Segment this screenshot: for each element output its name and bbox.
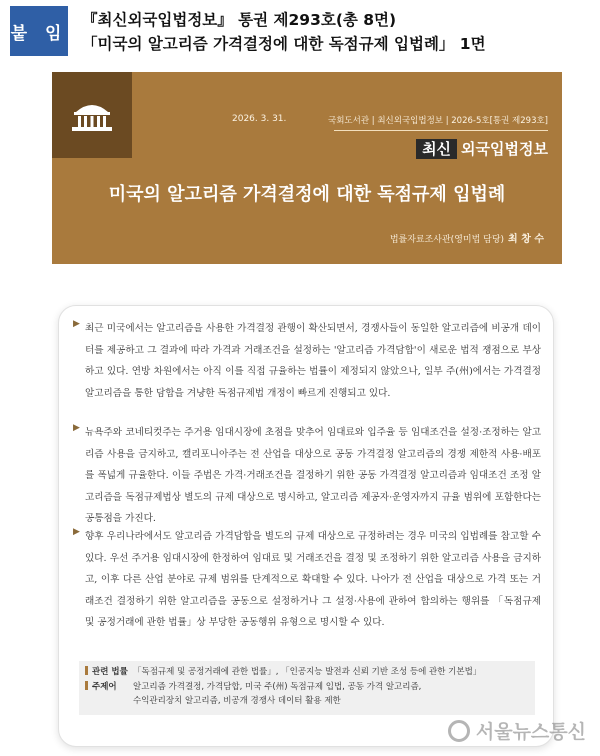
keywords-label: 주제어 [92, 681, 117, 692]
arrow-bullet-icon: ▶ [73, 527, 80, 537]
attachment-title-line1: 『최신외국입법정보』 통권 제293호(총 8면) [82, 11, 397, 29]
author-name: 최 창 수 [508, 234, 544, 245]
cover-date: 2026. 3. 31. [232, 114, 287, 124]
cover-meta: 국회도서관 | 최신외국입법정보 | 2026-5호[통권 제293호] [328, 116, 548, 126]
report-cover [52, 72, 562, 264]
cover-brand [416, 138, 548, 159]
summary-paragraph-text: 뉴욕주와 코네티컷주는 주거용 임대시장에 초점을 맞추어 임대료와 입주율 등 임대조건을 설정·조정하는 알고리즘 사용을 금지하고, 캘리포니아주는 전 산업을 대상으로 공동 가격결정 알고리즘의 경쟁 제한적 사용·배포를 폭넓게 규율한다. 이들 주법은 가격·거래조건을 결정하기 위한 공동 가격결정 알고리즘과 임대조건 조정 알고리즘을 독점규제법상 별도의 규제 대상으로 명시하고, 알고리즘 제공자·운영자까지 규율 범위에 포함한다는 공통점을 가진다. [85, 427, 541, 524]
arrow-bullet-icon: ▶ [73, 319, 80, 329]
attachment-badge: 붙 임 [10, 6, 68, 56]
attachment-header [0, 0, 600, 62]
watermark [448, 717, 586, 744]
related-laws-row [85, 665, 529, 680]
report-title: 미국의 알고리즘 가격결정에 대한 독점규제 입법례 [108, 184, 506, 205]
attachment-title-line2: 「미국의 알고리즘 가격결정에 대한 독점규제 입법례」 1면 [82, 35, 486, 53]
national-assembly-icon [70, 98, 114, 132]
author-role: 법률자료조사관(영미법 담당) [389, 235, 505, 245]
summary-paragraph-text: 향후 우리나라에서도 알고리즘 가격담합을 별도의 규제 대상으로 규정하려는 경우 미국의 입법례를 참고할 수 있다. 우선 주거용 임대시장에 한정하여 임대료 및 거래조건을 결정 및 조정하기 위한 알고리즘 사용을 금지하고, 이후 다른 산업 분야로 규제 범위를 단계적으로 확대할 수 있다. 나아가 전 산업을 대상으로 가격 또는 거래조건 결정하기 위한 알고리즘을 공동으로 설정하거나 그 설정·사용에 관하여 합의하는 행위를 「독점규제 및 공정거래에 관한 법률」상 부당한 공동행위 유형으로 명시할 수 있다. [85, 531, 541, 628]
summary-paragraph-text: 최근 미국에서는 알고리즘을 사용한 가격결정 관행이 확산되면서, 경쟁사들이 동일한 알고리즘에 비공개 데이터를 제공하고 그 결과에 따라 가격과 거래조건을 설정하는 '알고리즘 가격담합'이 새로운 법적 쟁점으로 부상하고 있다. 연방 차원에서는 아직 이를 직접 규율하는 법률이 제정되지 않았으나, 일부 주(州)에서는 가격결정 알고리즘을 통한 담합을 겨냥한 독점규제법 개정이 빠르게 진행되고 있다. [85, 323, 541, 399]
cover-author [390, 230, 544, 245]
related-laws-value: 「독점규제 및 공정거래에 관한 법률」, 「인공지능 발전과 신뢰 기반 조성 등에 관한 기본법」 [133, 667, 482, 677]
summary-box [58, 305, 554, 747]
keywords-row [85, 680, 529, 709]
related-laws-label: 관련 법률 [92, 667, 128, 677]
watermark-text: 서울뉴스통신 [475, 721, 586, 743]
keyword-box [79, 661, 535, 715]
news-logo-icon [448, 720, 470, 742]
summary-paragraph [73, 318, 541, 404]
summary-paragraph [73, 526, 541, 634]
arrow-bullet-icon: ▶ [73, 423, 80, 433]
keywords-line2: 수익관리장치 알고리즘, 비공개 경쟁사 데이터 활용 제한 [133, 696, 341, 706]
summary-paragraph [73, 422, 541, 530]
brand-label-foreign-legislation: 외국입법정보 [461, 140, 548, 158]
cover-divider [334, 130, 548, 131]
cover-icon-box [52, 72, 132, 158]
keywords-line1: 알고리즘 가격결정, 가격담합, 미국 주(州) 독점규제 입법, 공동 가격 알고리즘, [133, 681, 422, 692]
brand-label-latest: 최신 [416, 139, 457, 159]
